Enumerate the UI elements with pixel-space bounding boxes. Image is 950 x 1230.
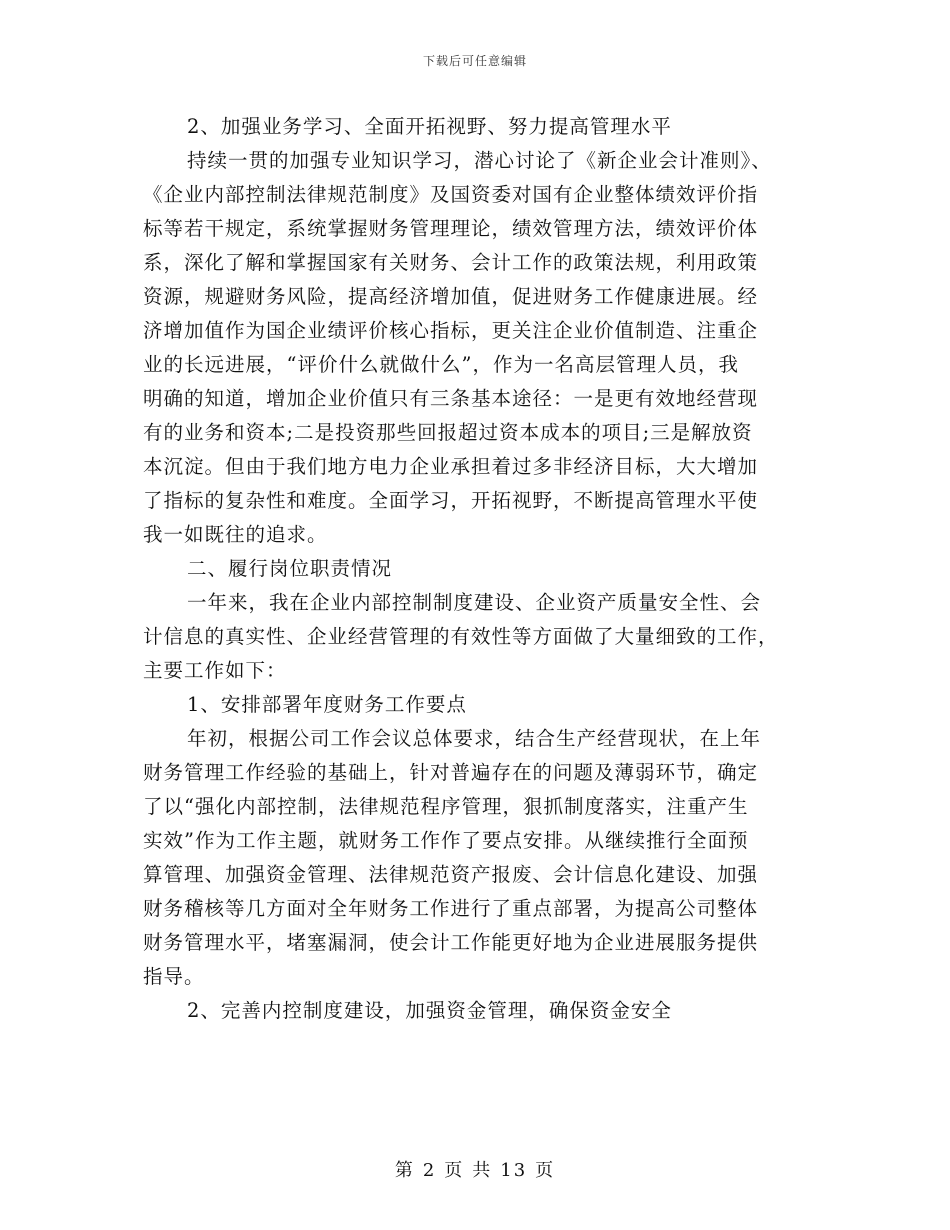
footer-page-prefix: 第 [394, 1160, 415, 1181]
text-line: 年初，根据公司工作会议总体要求，结合生产经营现状，在上年 [187, 727, 762, 750]
text-line: 2、完善内控制度建设，加强资金管理，确保资金安全 [187, 999, 672, 1022]
text-line: 实效”作为工作主题，就财务工作作了要点安排。从继续推行全面预 [143, 829, 749, 852]
text-line: 财务管理水平，堵塞漏洞，使会计工作能更好地为企业进展服务提供 [143, 931, 759, 954]
footer-total-suffix: 页 [535, 1160, 556, 1181]
text-line: 标等若干规定，系统掌握财务管理理论，绩效管理方法，绩效评价体 [143, 217, 759, 240]
text-line: 《企业内部控制法律规范制度》及国资委对国有企业整体绩效评价指 [143, 183, 759, 206]
footer-total-pages: 13 [500, 1160, 528, 1181]
text-line: 财务稽核等几方面对全年财务工作进行了重点部署，为提高公司整体 [143, 897, 759, 920]
text-line: 主要工作如下： [143, 659, 287, 682]
footer-page-number: 2 [422, 1160, 437, 1181]
body-text [143, 110, 808, 1028]
text-line: 财务管理工作经验的基础上，针对普遍存在的问题及薄弱环节，确定 [143, 761, 759, 784]
text-line: 算管理、加强资金管理、法律规范资产报废、会计信息化建设、加强 [143, 863, 759, 886]
text-line: 了以“强化内部控制，法律规范程序管理，狠抓制度落实，注重产生 [143, 795, 749, 818]
text-line: 资源，规避财务风险，提高经济增加值，促进财务工作健康进展。经 [143, 285, 759, 308]
text-line: 了指标的复杂性和难度。全面学习，开拓视野，不断提高管理水平使 [143, 489, 759, 512]
footer-total-prefix: 共 [472, 1160, 493, 1181]
text-line: 持续一贯的加强专业知识学习，潜心讨论了《新企业会计准则》、 [187, 149, 772, 172]
text-line: 2、加强业务学习、全面开拓视野、努力提高管理水平 [187, 115, 672, 138]
text-line: 一年来，我在企业内部控制制度建设、企业资产质量安全性、会 [187, 591, 762, 614]
text-line: 我一如既往的追求。 [143, 523, 328, 546]
text-line: 有的业务和资本;二是投资那些回报超过资本成本的项目;三是解放资 [143, 421, 753, 444]
text-line: 本沉淀。但由于我们地方电力企业承担着过多非经济目标，大大增加 [143, 455, 759, 478]
text-line: 指导。 [143, 965, 205, 988]
text-line: 二、履行岗位职责情况 [187, 557, 393, 580]
text-line: 1、安排部署年度财务工作要点 [187, 693, 467, 716]
footer-page-label: 页 [444, 1160, 465, 1181]
text-line: 系，深化了解和掌握国家有关财务、会计工作的政策法规，利用政策 [143, 251, 759, 274]
page-footer [0, 1156, 950, 1182]
header-note: 下载后可任意编辑 [422, 54, 527, 68]
text-line: 济增加值作为国企业绩评价核心指标，更关注企业价值制造、注重企 [143, 319, 759, 342]
text-line: 计信息的真实性、企业经营管理的有效性等方面做了大量细致的工作， [143, 625, 779, 648]
text-line: 明确的知道，增加企业价值只有三条基本途径：一是更有效地经营现 [143, 387, 759, 410]
text-line: 业的长远进展，“评价什么就做什么”，作为一名高层管理人员，我 [143, 353, 739, 376]
